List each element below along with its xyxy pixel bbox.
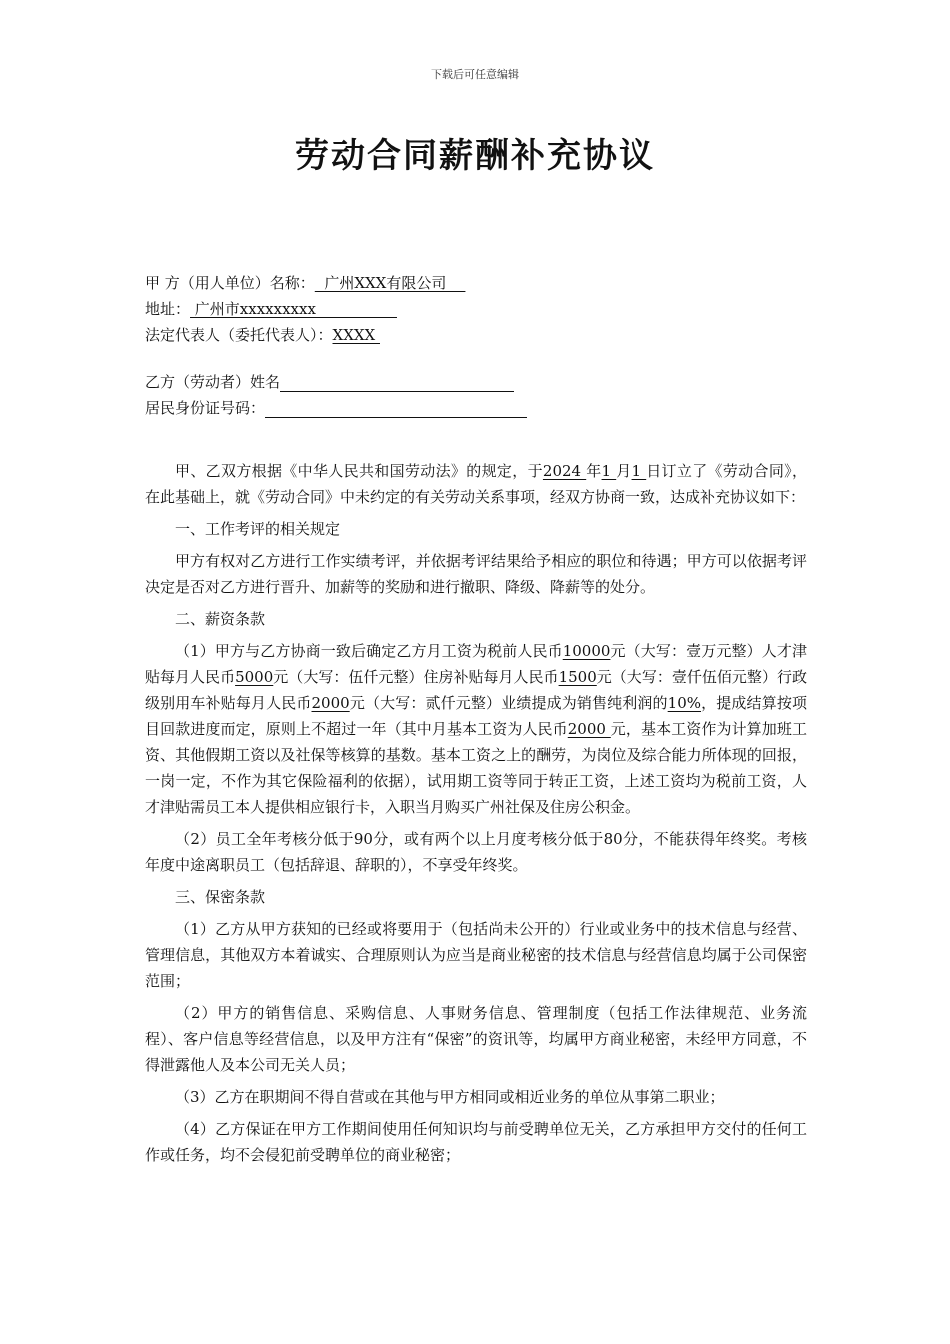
intro-text-4: 日订立了《劳动合同》，在此基础上，就《劳动合同》中未约定的有关劳动关系事项，经双方协商一致，达成补充协议如下： [145,462,808,506]
party-b-label: 乙方（劳动者）姓名 [145,373,281,391]
salary-text-6: ，提成结算按项目回款进度而定，原则上不超过一年（其中月基本工资为人民币 [145,694,807,738]
salary-text-7: 元，基本工资作为计算加班工资、其他假期工资以及社保等核算的基数。基本工资之上的酬劳，为岗位及综合能力所体现的回报，一岗一定，不作为其它保险福利的依据），试用期工资等同于转正工资，上述工资均为税前工资，人才津贴需员工本人提供相应银行卡，入职当月购买广州社保及住房公积金。 [145,720,807,816]
monthly-salary: 10000 [562,642,611,660]
commission-rate: 10% [667,694,702,712]
intro-paragraph [145,458,807,510]
salary-text-5: 元（大写：贰仟元整）业绩提成为销售纯利润的 [349,694,668,712]
document-title: 劳动合同薪酬补充协议 [295,136,655,176]
base-salary: 2000 [567,720,611,738]
section-1-heading: 一、工作考评的相关规定 [175,520,341,538]
intro-month: 1 [601,462,617,480]
party-b-name-line [145,371,514,392]
salary-text-2: 元（大写：壹万元整）人才津贴每月人民币 [145,642,807,686]
talent-allowance: 5000 [235,668,274,686]
agreement-body [145,458,807,1174]
intro-year: 2024 [542,462,587,480]
party-a-address-line [145,298,397,319]
party-b-id-label: 居民身份证号码： [145,399,266,417]
section-2-heading: 二、薪资条款 [175,610,266,628]
header-note: 下载后可任意编辑 [431,68,519,81]
section-3-paragraph-3: （3）乙方在职期间不得自营或在其他与甲方相同或相近业务的单位从事第二职业； [175,1088,725,1106]
party-a-rep-line [145,324,380,345]
party-a-rep-label: 法定代表人（委托代表人）： [145,326,333,344]
party-b-id-line [145,397,527,418]
section-2-paragraph-1 [145,638,807,820]
intro-text-3: 月 [616,462,632,480]
intro-text-1: 甲、乙双方根据《中华人民共和国劳动法》的规定，于 [175,462,543,480]
party-a-name: 广州XXX有限公司 [314,274,466,292]
party-a-name-line [145,272,465,293]
housing-allowance: 1500 [558,668,597,686]
section-3-heading: 三、保密条款 [175,888,266,906]
party-a-rep: XXXX [332,326,380,344]
party-a-label: 甲 方（用人单位）名称： [145,274,315,292]
intro-text-2: 年 [586,462,602,480]
section-3-paragraph-1: （1）乙方从甲方获知的已经或将要用于（包括尚未公开的）行业或业务中的技术信息与经营、管理信息，其他双方本着诚实、合理原则认为应当是商业秘密的技术信息与经营信息均属于公司保密范围； [145,920,807,990]
party-a-address-label: 地址： [145,300,191,318]
car-allowance: 2000 [311,694,350,712]
salary-text-3: 元（大写：伍仟元整）住房补贴每月人民币 [273,668,559,686]
section-2-paragraph-2: （2）员工全年考核分低于90分，或有两个以上月度考核分低于80分，不能获得年终奖。考核年度中途离职员工（包括辞退、辞职的），不享受年终奖。 [145,830,807,874]
section-3-paragraph-2: （2）甲方的销售信息、采购信息、人事财务信息、管理制度（包括工作法律规范、业务流程）、客户信息等经营信息，以及甲方注有“保密”的资讯等，均属甲方商业秘密，未经甲方同意，不得泄露他人及本公司无关人员； [145,1004,807,1074]
salary-text-1: （1）甲方与乙方协商一致后确定乙方月工资为税前人民币 [175,642,563,660]
party-a-address: 广州市xxxxxxxxx [190,300,397,318]
section-1-paragraph: 甲方有权对乙方进行工作实绩考评，并依据考评结果给予相应的职位和待遇；甲方可以依据考评决定是否对乙方进行晋升、加薪等的奖励和进行撤职、降级、降薪等的处分。 [145,552,807,596]
salary-text-4: 元（大写：壹仟伍佰元整）行政级别用车补贴每月人民币 [145,668,807,712]
intro-day: 1 [631,462,647,480]
party-b-name-blank [280,375,514,392]
section-3-paragraph-4: （4）乙方保证在甲方工作期间使用任何知识均与前受聘单位无关，乙方承担甲方交付的任何工作或任务，均不会侵犯前受聘单位的商业秘密； [145,1120,807,1164]
party-b-id-blank [265,401,527,418]
